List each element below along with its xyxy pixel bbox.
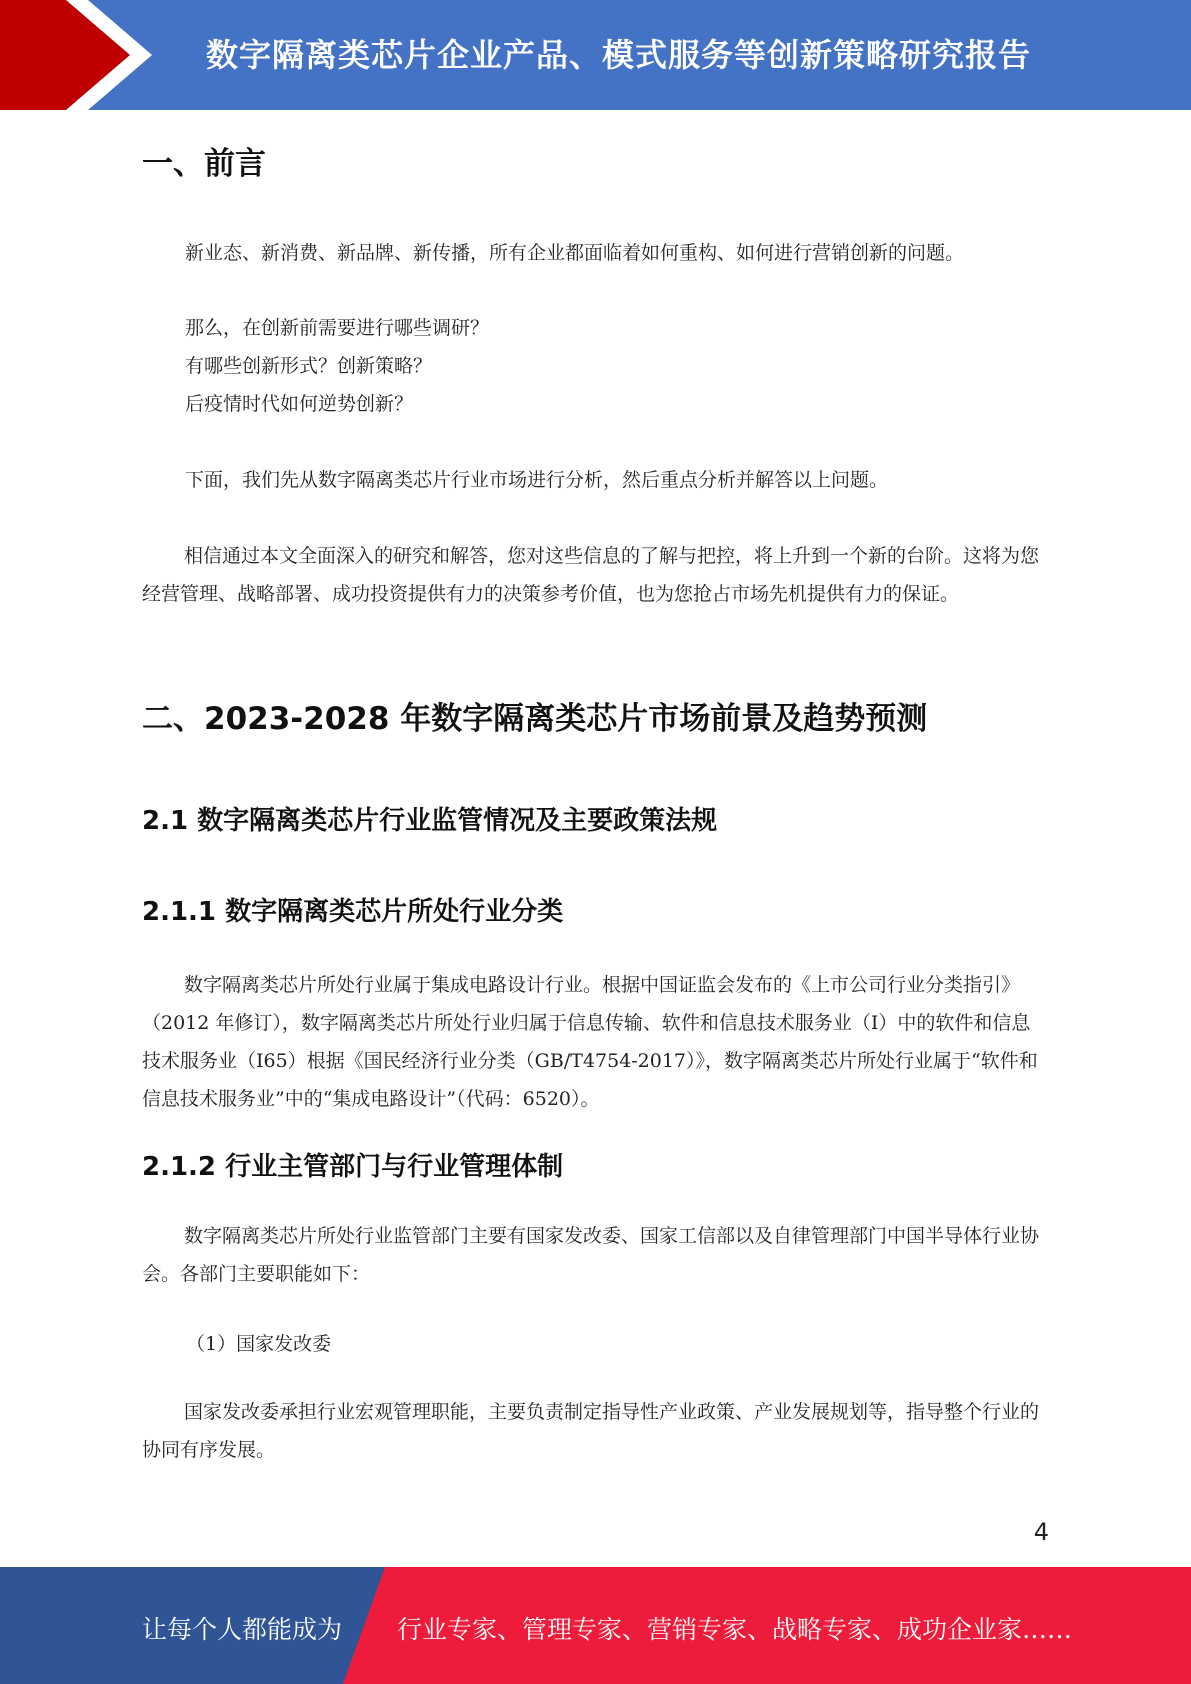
preface-question-3: 后疫情时代如何逆势创新？ (185, 393, 414, 415)
page-header (0, 0, 1191, 110)
preface-question-2: 有哪些创新形式？创新策略？ (185, 355, 433, 377)
section-heading-market: 二、2023-2028 年数字隔离类芯片市场前景及趋势预测 (142, 701, 928, 737)
footer-slogan-right: 行业专家、管理专家、营销专家、战略专家、成功企业家…… (397, 1615, 1073, 1644)
paragraph-ndrc-duties: 国家发改委承担行业宏观管理职能，主要负责制定指导性产业政策、产业发展规划等，指导整个行业的协同有序发展。 (142, 1401, 1040, 1461)
subsection-heading-2-1-2: 2.1.2 行业主管部门与行业管理体制 (142, 1152, 564, 1182)
preface-paragraph-3: 相信通过本文全面深入的研究和解答，您对这些信息的了解与把控，将上升到一个新的台阶。这将为您经营管理、战略部署、成功投资提供有力的决策参考价值，也为您抢占市场先机提供有力的保证。 (142, 545, 1040, 605)
report-title: 数字隔离类芯片企业产品、模式服务等创新策略研究报告 (206, 36, 1032, 74)
preface-paragraph-2: 下面，我们先从数字隔离类芯片行业市场进行分析，然后重点分析并解答以上问题。 (185, 469, 889, 491)
preface-paragraph-1: 新业态、新消费、新品牌、新传播，所有企业都面临着如何重构、如何进行营销创新的问题。 (185, 242, 965, 264)
subsection-heading-2-1: 2.1 数字隔离类芯片行业监管情况及主要政策法规 (142, 806, 718, 836)
page-footer (0, 1567, 1191, 1684)
page-number: 4 (1033, 1518, 1049, 1546)
preface-question-1: 那么，在创新前需要进行哪些调研？ (185, 317, 490, 339)
list-item-ndrc: （1）国家发改委 (186, 1333, 332, 1355)
subsection-heading-2-1-1: 2.1.1 数字隔离类芯片所处行业分类 (142, 897, 564, 927)
section-heading-preface: 一、前言 (142, 146, 266, 182)
paragraph-industry-classification: 数字隔离类芯片所处行业属于集成电路设计行业。根据中国证监会发布的《上市公司行业分类指引》（2012 年修订），数字隔离类芯片所处行业归属于信息传输、软件和信息技术服务业（I）中的软件和信息技术服务业（I65）根据《国民经济行业分类（GB/T4754-2017）》，数字隔离类芯片所处行业属于“软件和信息技术服务业”中的“集成电路设计”（代码：6520）。 (142, 974, 1038, 1110)
paragraph-regulators: 数字隔离类芯片所处行业监管部门主要有国家发改委、国家工信部以及自律管理部门中国半导体行业协会。各部门主要职能如下： (142, 1225, 1040, 1285)
footer-slogan-left: 让每个人都能成为 (142, 1615, 343, 1644)
